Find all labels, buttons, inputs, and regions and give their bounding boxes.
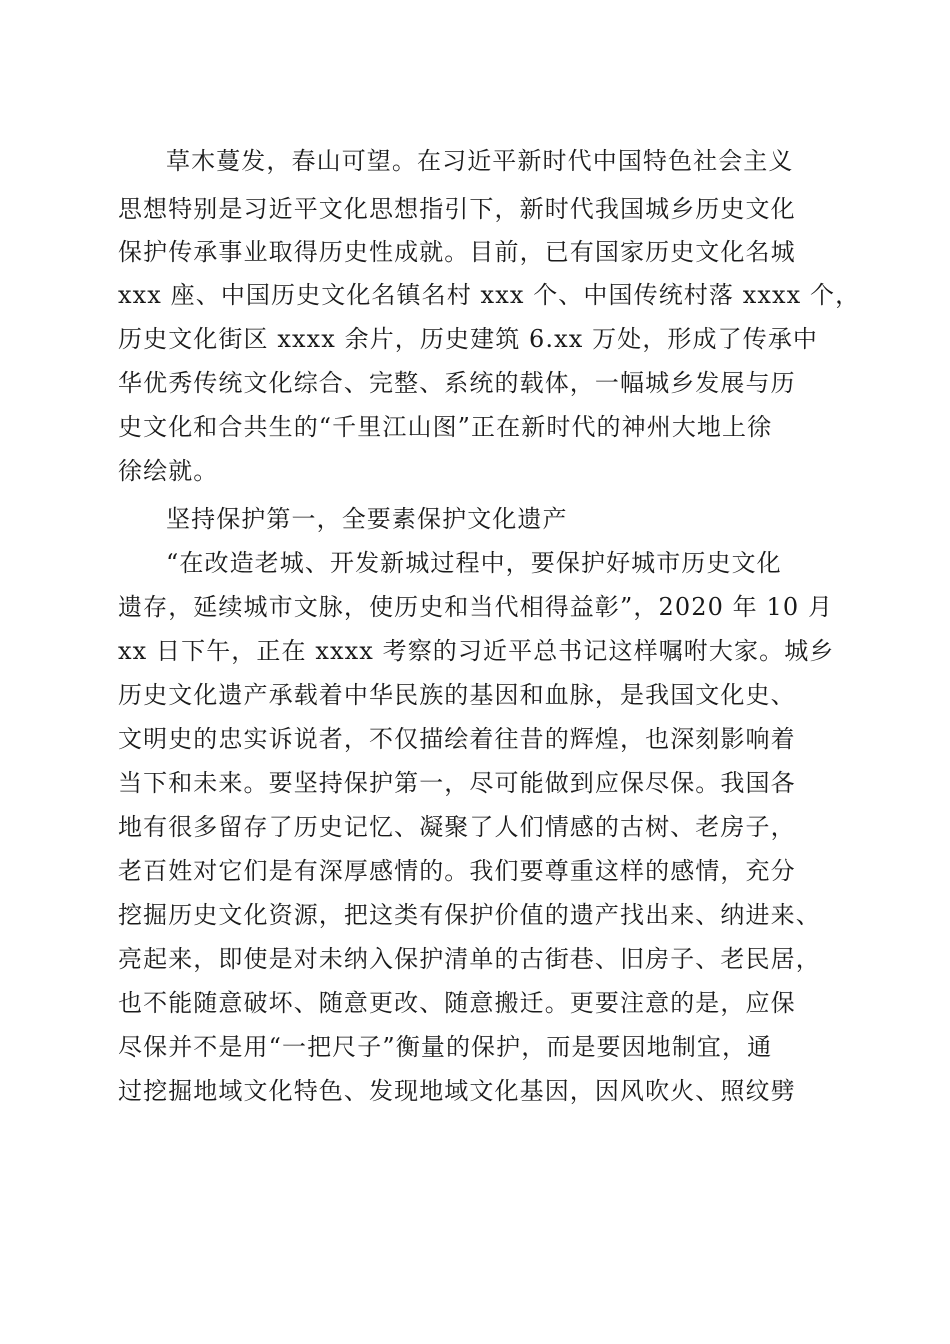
paragraph-2-line-4: 历史文化遗产承载着中华民族的基因和血脉，是我国文化史、 (118, 681, 796, 709)
paragraph-2-line-2: 遗存，延续城市文脉，使历史和当代相得益彰”，2020 年 10 月 (118, 593, 834, 621)
paragraph-2-line-10: 亮起来，即使是对未纳入保护清单的古街巷、旧房子、老民居， (118, 945, 821, 973)
paragraph-2-line-3: xx 日下午，正在 xxxx 考察的习近平总书记这样嘱咐大家。城乡 (118, 637, 835, 665)
paragraph-2-line-12: 尽保并不是用“一把尺子”衡量的保护，而是要因地制宜，通 (118, 1033, 773, 1061)
paragraph-1-line-3: 保护传承事业取得历史性成就。目前，已有国家历史文化名城 (118, 238, 796, 266)
paragraph-1-line-2: 思想特别是习近平文化思想指引下，新时代我国城乡历史文化 (118, 195, 796, 223)
paragraph-2-line-6: 当下和未来。要坚持保护第一，尽可能做到应保尽保。我国各 (118, 769, 796, 797)
paragraph-1-line-1: 草木蔓发，春山可望。在习近平新时代中国特色社会主义 (166, 147, 794, 175)
paragraph-2-line-9: 挖掘历史文化资源，把这类有保护价值的遗产找出来、纳进来、 (118, 901, 821, 929)
paragraph-1-line-8: 徐绘就。 (118, 457, 219, 485)
paragraph-2-line-8: 老百姓对它们是有深厚感情的。我们要尊重这样的感情，充分 (118, 857, 796, 885)
section-heading: 坚持保护第一，全要素保护文化遗产 (166, 505, 568, 533)
paragraph-2-line-1: “在改造老城、开发新城过程中，要保护好城市历史文化 (166, 549, 782, 577)
paragraph-2-line-7: 地有很多留存了历史记忆、凝聚了人们情感的古树、老房子， (118, 813, 796, 841)
paragraph-1-line-5: 历史文化街区 xxxx 余片，历史建筑 6.xx 万处，形成了传承中 (118, 325, 819, 353)
paragraph-1-line-4: xxx 座、中国历史文化名镇名村 xxx 个、中国传统村落 xxxx 个， (118, 281, 861, 309)
paragraph-1-line-6: 华优秀传统文化综合、完整、系统的载体，一幅城乡发展与历 (118, 369, 796, 397)
paragraph-2-line-13: 过挖掘地域文化特色、发现地域文化基因，因风吹火、照纹劈 (118, 1077, 796, 1105)
paragraph-2-line-5: 文明史的忠实诉说者，不仅描绘着往昔的辉煌，也深刻影响着 (118, 725, 796, 753)
paragraph-2-line-11: 也不能随意破坏、随意更改、随意搬迁。更要注意的是，应保 (118, 989, 796, 1017)
paragraph-1-line-7: 史文化和合共生的“千里江山图”正在新时代的神州大地上徐 (118, 413, 773, 441)
